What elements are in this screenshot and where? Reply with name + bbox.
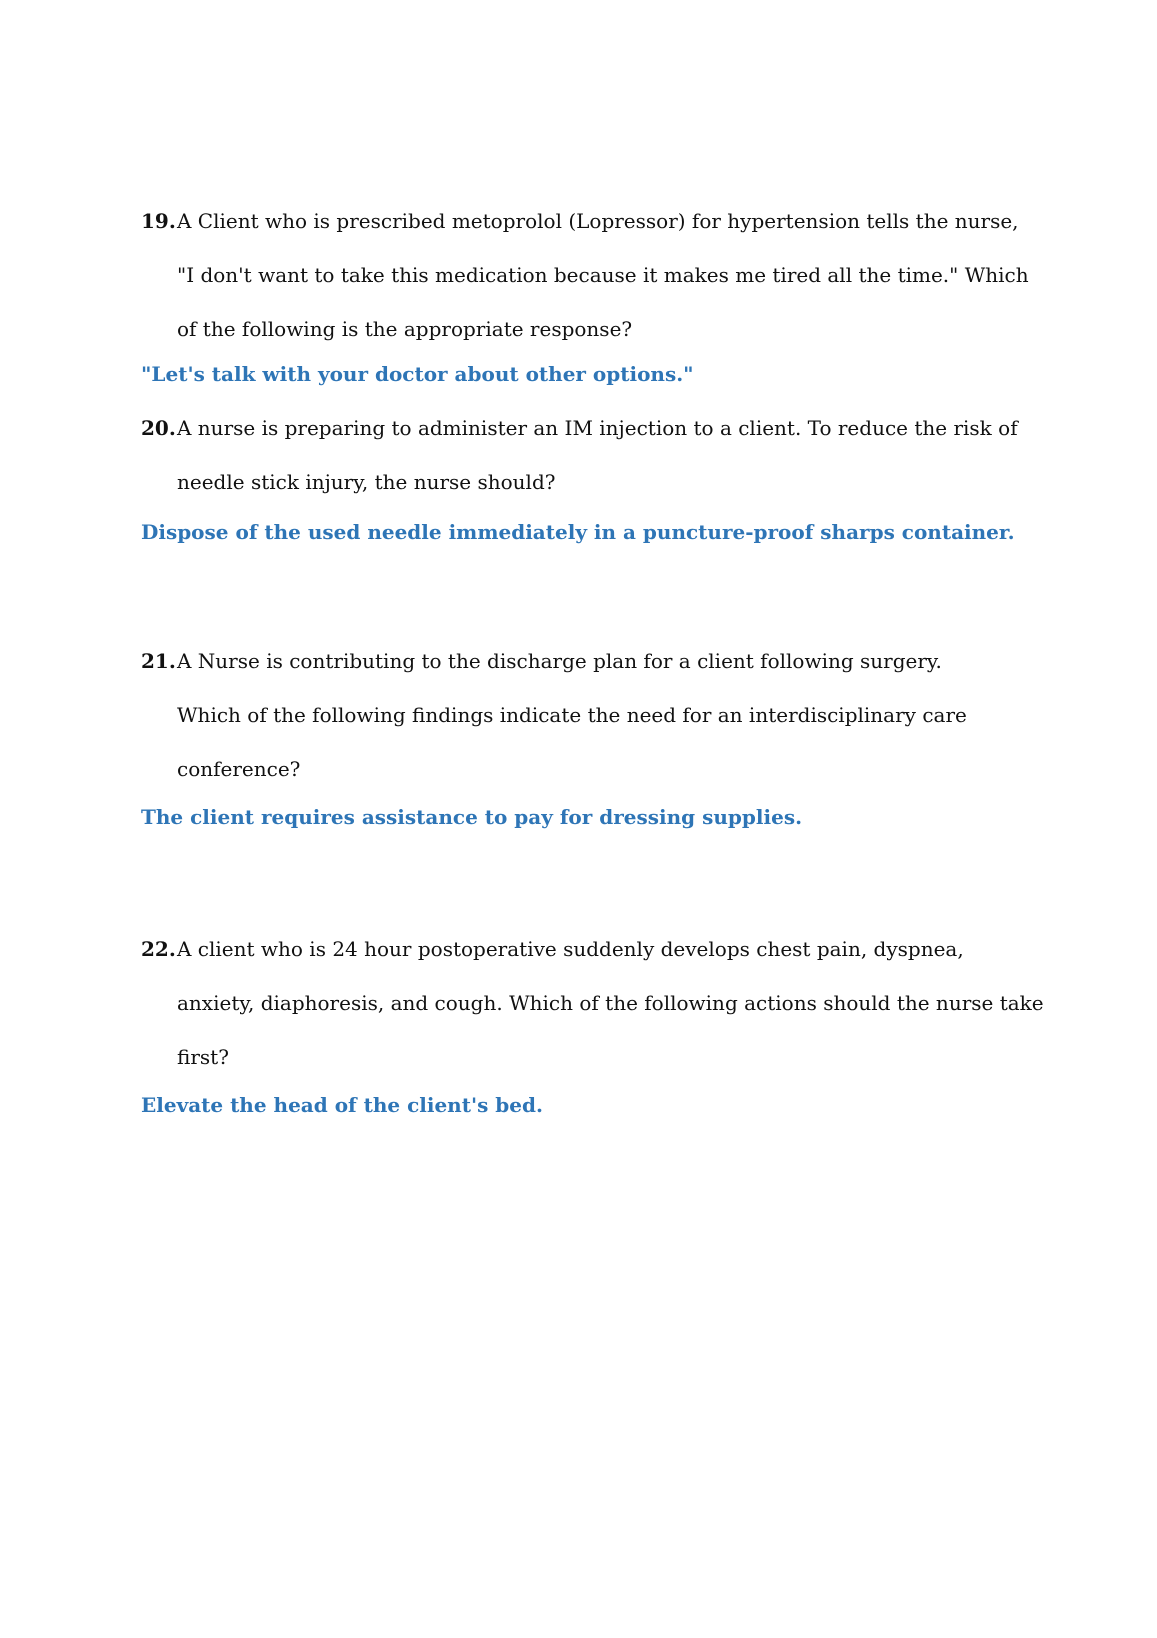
- question-text: A client who is 24 hour postoperative suddenly develops chest pain, dyspnea,: [177, 937, 964, 961]
- question-21: [141, 650, 1041, 812]
- question-line: [141, 417, 1041, 471]
- question-number: 22.: [141, 937, 176, 961]
- question-22: [141, 937, 1044, 1100]
- question-line: [141, 938, 1041, 992]
- question-line: needle stick injury, the nurse should?: [177, 470, 556, 494]
- question-number: 19.: [141, 209, 176, 233]
- question-line: first?: [177, 1045, 229, 1069]
- question-20: [141, 417, 1041, 525]
- question-line: "I don't want to take this medication because it makes me tired all the time." Which: [177, 263, 1029, 287]
- question-number: 21.: [141, 649, 176, 673]
- answer-22: Elevate the head of the client's bed.: [141, 1093, 543, 1117]
- answer-19: "Let's talk with your doctor about other options.": [141, 362, 694, 386]
- question-text: A Client who is prescribed metoprolol (Lopressor) for hypertension tells the nurse,: [177, 209, 1019, 233]
- answer-20: Dispose of the used needle immediately in a puncture-proof sharps container.: [141, 520, 1015, 544]
- question-line: Which of the following findings indicate the need for an interdisciplinary care: [177, 703, 967, 727]
- question-line: conference?: [177, 757, 301, 781]
- question-number: 20.: [141, 416, 176, 440]
- question-19: [141, 210, 1041, 372]
- answer-21: The client requires assistance to pay for dressing supplies.: [141, 805, 803, 829]
- question-line: [141, 650, 1041, 704]
- question-line: anxiety, diaphoresis, and cough. Which of the following actions should the nurse take: [177, 991, 1044, 1015]
- question-line: of the following is the appropriate response?: [177, 317, 633, 341]
- question-line: [141, 210, 1041, 264]
- question-text: A nurse is preparing to administer an IM injection to a client. To reduce the risk of: [177, 416, 1018, 440]
- question-text: A Nurse is contributing to the discharge plan for a client following surgery.: [177, 649, 942, 673]
